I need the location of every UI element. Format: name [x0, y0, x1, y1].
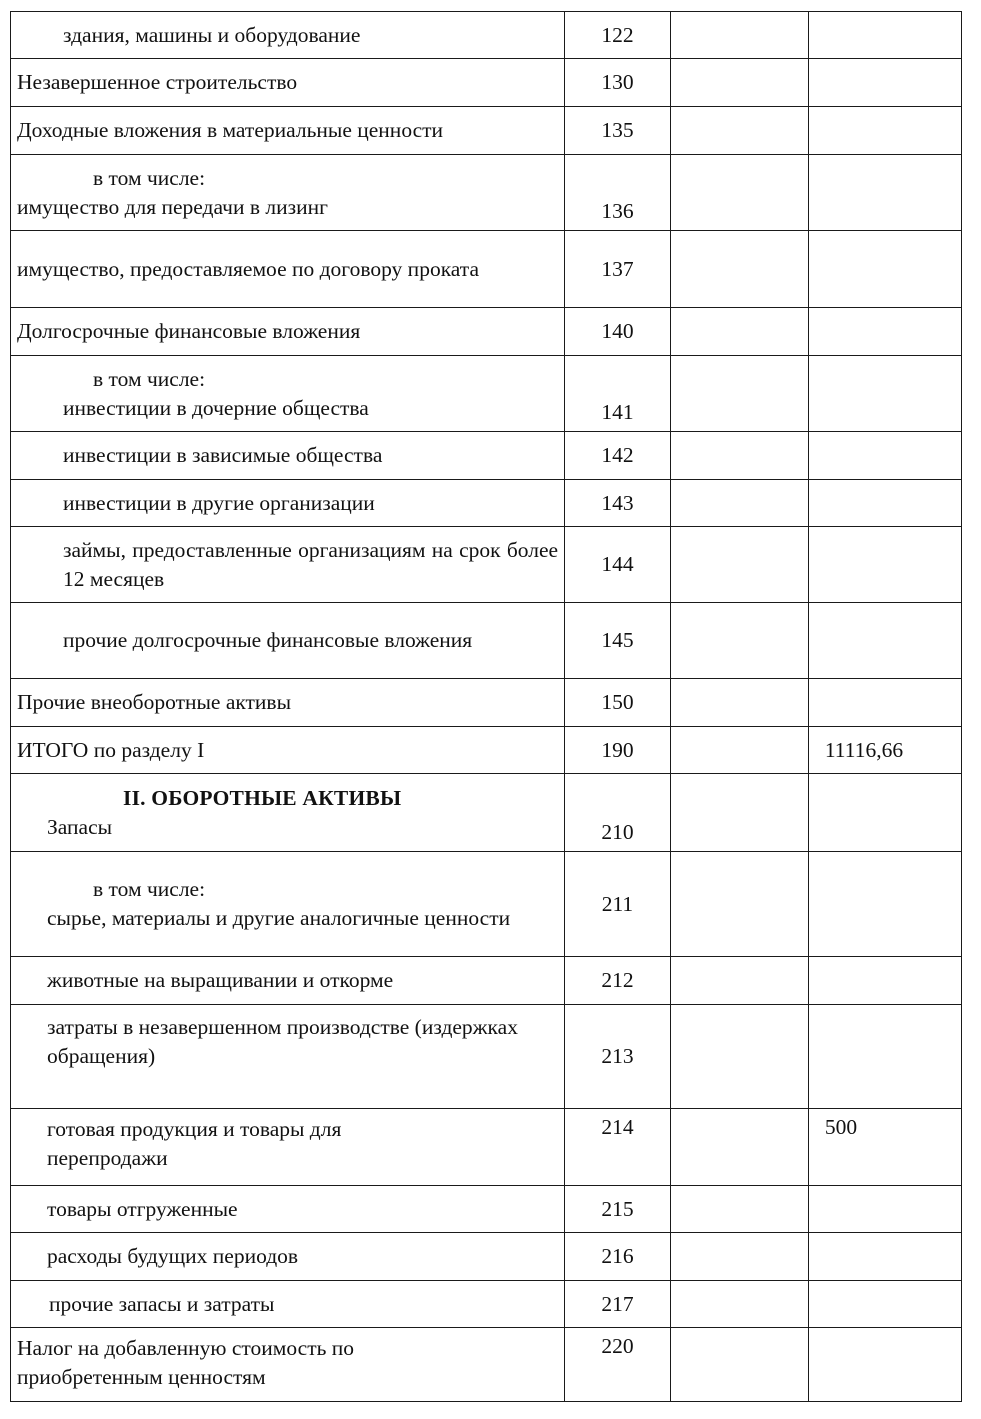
row-name-cell [11, 356, 565, 432]
row-code: 143 [565, 480, 671, 527]
row-name: займы, предоставленные организациям на срок более 12 месяцев [63, 537, 559, 591]
table-row [11, 231, 962, 308]
row-value-start [670, 480, 808, 527]
row-value-end [808, 1281, 961, 1328]
row-subgroup-label: в том числе: [93, 366, 206, 391]
table-row [11, 59, 962, 107]
row-name: прочие долгосрочные финансовые вложения [63, 628, 473, 652]
row-name: Незавершенное строительство [17, 70, 298, 94]
row-code: 137 [565, 231, 671, 308]
row-code: 144 [565, 527, 671, 603]
row-name-cell [11, 527, 565, 603]
table-row [11, 679, 962, 727]
table-row [11, 774, 962, 852]
row-name: расходы будущих периодов [47, 1244, 299, 1268]
row-name-cell [11, 957, 565, 1005]
table-row [11, 527, 962, 603]
row-subgroup-label: в том числе: [93, 877, 206, 901]
row-code: 142 [565, 432, 671, 480]
row-name: прочие запасы и затраты [49, 1291, 275, 1316]
row-value-end [808, 679, 961, 727]
row-value-start [670, 527, 808, 603]
row-name-cell [11, 852, 565, 957]
row-name-cell [11, 1328, 565, 1402]
table-row [11, 603, 962, 679]
row-value-start [670, 432, 808, 480]
row-code: 135 [565, 107, 671, 155]
row-value-end: 500 [808, 1109, 961, 1186]
table-row [11, 852, 962, 957]
row-code: 190 [565, 727, 671, 774]
row-name: Налог на добавленную стоимость по приобретенным ценностям [17, 1336, 355, 1389]
row-value-start [670, 1109, 808, 1186]
table-row [11, 480, 962, 527]
row-name-cell [11, 727, 565, 774]
row-name-cell [11, 1233, 565, 1281]
row-name-cell [11, 59, 565, 107]
row-value-start [670, 852, 808, 957]
balance-sheet-table [10, 11, 962, 1402]
table-row [11, 107, 962, 155]
row-name-cell [11, 231, 565, 308]
row-name: инвестиции в другие организации [63, 490, 375, 515]
table-row [11, 1233, 962, 1281]
row-value-start [670, 231, 808, 308]
row-value-start [670, 1328, 808, 1402]
row-code: 220 [565, 1328, 671, 1402]
row-name: товары отгруженные [47, 1196, 238, 1221]
row-value-end [808, 155, 961, 231]
row-value-end [808, 852, 961, 957]
row-value-end [808, 957, 961, 1005]
row-value-end [808, 12, 961, 59]
row-name: Доходные вложения в материальные ценности [17, 118, 444, 142]
row-name-cell [11, 432, 565, 480]
table-row [11, 1281, 962, 1328]
row-value-start [670, 59, 808, 107]
row-code: 212 [565, 957, 671, 1005]
row-name: готовая продукция и товары для перепродажи [47, 1117, 342, 1170]
table-row [11, 12, 962, 59]
row-code: 141 [565, 356, 671, 432]
table-row [11, 356, 962, 432]
row-value-end [808, 308, 961, 356]
row-value-end [808, 480, 961, 527]
row-value-end [808, 527, 961, 603]
row-name-cell [11, 12, 565, 59]
row-value-end [808, 231, 961, 308]
row-name-cell [11, 1281, 565, 1328]
table-row [11, 1186, 962, 1233]
row-code: 211 [565, 852, 671, 957]
row-code: 150 [565, 679, 671, 727]
row-subgroup-label: в том числе: [93, 165, 206, 190]
row-code: 210 [565, 774, 671, 852]
row-name: сырье, материалы и другие аналогичные ценности [47, 906, 511, 930]
row-name-cell [11, 155, 565, 231]
row-value-start [670, 679, 808, 727]
row-code: 215 [565, 1186, 671, 1233]
row-value-end: 11116,66 [808, 727, 961, 774]
row-name-cell [11, 774, 565, 852]
row-value-start [670, 12, 808, 59]
row-value-start [670, 774, 808, 852]
row-value-end [808, 107, 961, 155]
row-name: ИТОГО по разделу I [17, 737, 205, 762]
row-code: 145 [565, 603, 671, 679]
row-name-cell [11, 107, 565, 155]
row-name: здания, машины и оборудование [63, 22, 361, 47]
table-row [11, 1005, 962, 1109]
row-name-cell [11, 603, 565, 679]
row-value-end [808, 774, 961, 852]
row-name: Прочие внеоборотные активы [17, 690, 292, 714]
row-name: животные на выращивании и откорме [47, 968, 394, 992]
row-value-start [670, 308, 808, 356]
table-row [11, 1109, 962, 1186]
row-name-cell [11, 1186, 565, 1233]
row-name: Долгосрочные финансовые вложения [17, 319, 361, 343]
row-value-start [670, 1281, 808, 1328]
row-value-start [670, 356, 808, 432]
row-value-start [670, 727, 808, 774]
row-name-cell [11, 308, 565, 356]
row-code: 122 [565, 12, 671, 59]
row-value-end [808, 1186, 961, 1233]
row-code: 213 [565, 1005, 671, 1109]
row-name-cell [11, 1005, 565, 1109]
row-code: 214 [565, 1109, 671, 1186]
row-value-end [808, 356, 961, 432]
row-value-start [670, 1186, 808, 1233]
row-name: имущество, предоставляемое по договору проката [17, 256, 479, 281]
row-value-end [808, 1233, 961, 1281]
table-row [11, 155, 962, 231]
row-value-end [808, 1328, 961, 1402]
row-name: имущество для передачи в лизинг [17, 194, 328, 219]
table-row [11, 1328, 962, 1402]
row-name-cell [11, 480, 565, 527]
row-value-start [670, 957, 808, 1005]
row-code: 130 [565, 59, 671, 107]
table-row [11, 432, 962, 480]
row-code: 217 [565, 1281, 671, 1328]
row-value-end [808, 59, 961, 107]
row-value-start [670, 107, 808, 155]
row-code: 136 [565, 155, 671, 231]
row-name: Запасы [47, 814, 113, 839]
row-name: инвестиции в дочерние общества [63, 395, 369, 420]
row-code: 140 [565, 308, 671, 356]
row-value-start [670, 155, 808, 231]
row-code: 216 [565, 1233, 671, 1281]
row-name-cell [11, 1109, 565, 1186]
row-value-start [670, 1233, 808, 1281]
row-name-cell [11, 679, 565, 727]
row-value-end [808, 603, 961, 679]
row-name: затраты в незавершенном производстве (издержках обращения) [47, 1015, 518, 1068]
row-name: инвестиции в зависимые общества [63, 443, 383, 467]
row-value-end [808, 432, 961, 480]
table-row [11, 957, 962, 1005]
row-value-end [808, 1005, 961, 1109]
table-row [11, 727, 962, 774]
row-value-start [670, 1005, 808, 1109]
table-row [11, 308, 962, 356]
row-value-start [670, 603, 808, 679]
section-title: II. ОБОРОТНЫЕ АКТИВЫ [123, 785, 402, 810]
